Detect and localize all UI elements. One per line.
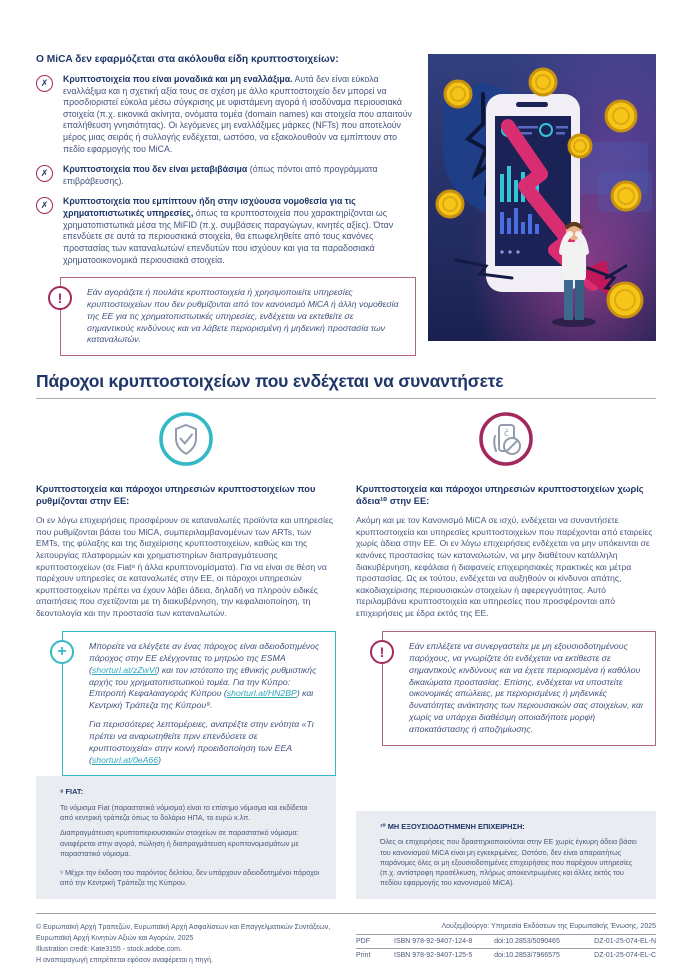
plus-icon: + — [50, 640, 74, 664]
warning-text: Εάν αγοράζετε ή πουλάτε κρυπτοστοιχεία ή χρησιμοποιείτε υπηρεσίες κρυπτοστοιχείων που δεν ρυθμίζονται από τον κανονισμό MiCA ή άλλη νομοθεσία της ΕΕ για τις χρηματοπιστωτικές υπηρεσίες, ενδέχεται να εκτεθείτε σε σημαντικούς κινδύνους και να λάβετε περιορισμένη ή μηδενική προστασία των καταναλωτών. — [87, 287, 399, 345]
unauthorised-body: Ακόμη και με τον Κανονισμό MiCA σε ισχύ, ενδέχεται να συναντήσετε κρυπτοστοιχεία και υπηρεσίες κρυπτοστοιχείων που παρέχονται από εταιρείες χωρίς άδεια στην ΕΕ. Οι εν λόγω επιχειρήσεις ενδέχεται να μην υπόκεινται σε κανόνες προστασίας των καταναλωτών, να μην διαθέτουν κατάλληλη διακυβέρνηση, κεφάλαια ή διαφανείς επιχειρησιακές πρακτικές και μέτρα προστασίας. Ως εκ τούτου, ενδέχεται να αυξηθούν οι κίνδυνοι απάτης, κακοδιαχείρισης περιουσιακών στοιχείων ή αφερεγγυότητας. Αυτό περιλαμβάνει κρυπτοστοιχεία και υπηρεσίες που προσφέρονται από επιχειρήσεις με έδρα εκτός της ΕΕ. — [356, 515, 653, 618]
format-label: PDF — [356, 938, 370, 946]
format-label: Print — [356, 952, 371, 960]
bullet-lead: Κρυπτοστοιχεία που εμπίπτουν ήδη στην ισχύουσα νομοθεσία για τις χρηματοπιστωτικές υπηρεσίες, — [63, 196, 356, 219]
doi-value: doi:10.2853/7966575 — [494, 952, 560, 960]
doi-value: doi:10.2853/5090465 — [494, 938, 560, 946]
exclamation-icon: ! — [370, 640, 394, 664]
svg-text:č: č — [504, 429, 509, 440]
cross-icon: ✗ — [36, 75, 53, 92]
table-row — [356, 934, 656, 948]
regulated-providers-column — [36, 411, 336, 899]
catalog-number: DZ-01-25-074-EL-C — [594, 952, 656, 960]
exclamation-icon: ! — [48, 286, 72, 310]
list-item — [36, 196, 416, 266]
catalog-number: DZ-01-25-074-EL-N — [594, 938, 656, 946]
list-item — [36, 74, 416, 155]
info-text: ) — [158, 754, 161, 765]
esa-warning-link[interactable]: shorturl.at/0eA66 — [91, 754, 159, 765]
page-footer — [36, 913, 656, 966]
unauthorised-providers-column — [356, 411, 656, 899]
fiat-footnote-box — [36, 776, 336, 899]
info-text: Μπορείτε να ελέγξετε αν ένας πάροχος είναι αδειοδοτημένος πάροχος στην ΕΕ ελέγχοντας το μητρώο της ESMA ( — [89, 641, 320, 675]
bullet-text: Αυτά δεν είναι εύκολα εναλλάξιμα και η σχετική αξία τους σε σχέση με άλλο κρυπτοστοιχείο δεν μπορεί να προσδιοριστεί εύκολα μέσω σύγκρισης με υφιστάμενη αγορά ή ισοδύναμα περιουσιακά στοιχεία (π.χ. εικονικά ακίνητα, ονόματα τομέα (domain names) και στοιχεία που απαιτούν επαλήθευση γνησιότητας). Οι λεγόμενες μη εναλλάξιμες μάρκες (NFTs) που αποτελούν μέρος μιας σειράς ή συλλογής ενδέχεται, ωστόσο, να εξακολουθούν να εμπίπτουν στο πεδίο εφαρμογής του MiCA. — [63, 74, 412, 154]
unauthorised-warning-box — [379, 631, 656, 746]
title-divider — [36, 398, 656, 399]
footnote-heading: ¹⁰ ΜΗ ΕΞΟΥΣΙΟΔΟΤΗΜΕΝΗ ΕΠΙΧΕΙΡΗΣΗ: — [380, 821, 525, 831]
publisher-line: Λουξεμβούργο: Υπηρεσία Εκδόσεων της Ευρωπαϊκής Ένωσης, 2025 — [441, 923, 656, 931]
info-text: Για περισσότερες λεπτομέρειες, ανατρέξτε στην ενότητα «Τι πρέπει να αναρωτηθείτε πριν επενδύσετε σε κρυπτοστοιχεία» στην κοινή προειδοποίηση των ΕΕΑ ( — [89, 719, 314, 765]
table-row — [356, 948, 656, 962]
illustration-credit: Illustration credit: Kate3155 - stock.adobe.com. — [36, 946, 182, 954]
isbn-value: ISBN 978-92-9407-124-8 — [394, 938, 473, 946]
info-text: ) και τον ιστότοπο της εθνικής ρυθμιστικής αρχής του χρηματοπιστωτικού τομέα. Για την Κύπρο: Επιτροπή Κεφαλαιαγοράς Κύπρου ( — [89, 664, 317, 699]
regulated-heading: Κρυπτοστοιχεία και πάροχοι υπηρεσιών κρυπτοστοιχείων που ρυθμίζονται στην ΕΕ: — [36, 484, 316, 507]
list-item — [36, 164, 416, 187]
check-register-box — [57, 631, 336, 776]
page-section-title: Πάροχοι κρυπτοστοιχείων που ενδέχεται να συναντήσετε — [36, 371, 504, 392]
bullet-lead: Κρυπτοστοιχεία που δεν είναι μεταβιβάσιμα — [63, 164, 248, 175]
phone-prohibited-icon — [478, 411, 534, 467]
unauthorised-heading: Κρυπτοστοιχεία και πάροχοι υπηρεσιών κρυπτοστοιχείων χωρίς άδεια¹⁰ στην ΕΕ: — [356, 484, 644, 507]
isbn-value: ISBN 978-92-9407-125-5 — [394, 952, 473, 960]
crypto-crash-illustration — [428, 54, 656, 341]
footnote-text: Το νόμισμα Fiat (παραστατικό νόμισμα) είναι το επίσημο νόμισμα και εκδίδεται από κεντρική τράπεζα όπως το δολάριο ΗΠΑ, το ευρώ κ.λπ. — [60, 802, 308, 823]
copyright-block — [36, 923, 356, 966]
info-text: ) και Κεντρική Τράπεζα της Κύπρου⁹. — [89, 688, 314, 711]
mica-exclusions-block — [36, 54, 428, 356]
top-section — [36, 54, 656, 356]
esma-register-link[interactable]: shorturl.at/zZwVl — [91, 664, 157, 675]
copyright-line: © Ευρωπαϊκή Αρχή Τραπεζών, Ευρωπαϊκή Αρχή Ασφαλίσεων και Επαγγελματικών Συντάξεων, Ευρωπαϊκή Αρχή Κινητών Αξιών και Αγορών, 2025 — [36, 924, 331, 943]
footnote-heading: ⁸ FIAT: — [60, 787, 84, 797]
providers-columns — [36, 411, 656, 899]
footnote-text: ⁹ Μέχρι την έκδοση του παρόντος δελτίου, δεν υπάρχουν αδειοδοτημένοι πάροχοι από την Κεντρική Τράπεζα της Κύπρου. — [60, 867, 320, 888]
exclusions-title: Ο MiCA δεν εφαρμόζεται στα ακόλουθα είδη κρυπτοστοιχείων: — [36, 54, 339, 65]
crypto-crash-illustration-svg — [428, 54, 656, 341]
cross-icon: ✗ — [36, 197, 53, 214]
reproduction-notice: Η αναπαραγωγή επιτρέπεται εφόσον αναφέρεται η πηγή. — [36, 956, 213, 964]
footnote-text: Όλες οι επιχειρήσεις που δραστηριοποιούνται στην ΕΕ χωρίς έγκυρη άδεια βάσει του κανονισμού MiCA είναι μη εγκεκριμένες. Ωστόσο, δεν είναι απαραιτήτως παράνομες όλες οι μη εξουσιοδοτημένες επιχειρήσεις που παρέχουν υπηρεσίες (π.χ. αντίστροφη προσέλκυση, πλήρως αποκεντρωμένες και άλλες εκτός του πεδίου εφαρμογής του κανονισμού MiCA). — [380, 837, 637, 888]
warning-text: Εάν επιλέξετε να συνεργαστείτε με μη εξουσιοδοτημένους παρόχους, να γνωρίζετε ότι ενδέχεται να εκτίθεστε σε σημαντικούς κινδύνους και να έχετε περιορισμένα ή καθόλου δικαιώματα προστασίας. Επίσης, ενδέχεται να υποστείτε οικονομικές απώλειες, με περιορισμένες ή μηδενικές δυνατότητες ανάκτησης των περιουσιακών σας στοιχείων, και χωρίς να υπάρχει διαθέσιμη οποιαδήποτε μορφή αποκατάστασης ή αποζημίωσης. — [409, 641, 643, 734]
footnote-text: Διαπραγμάτευση κρυπτοπεριουσιακών στοιχείων σε παραστατικό νόμισμα: αναφέρεται στην αγορά, πώληση ή διαπραγμάτευση κρυπτονομισμάτων με παραστατικό νόμισμα. — [60, 828, 299, 858]
unauthorised-footnote-box — [356, 811, 656, 900]
bullet-lead: Κρυπτοστοιχεία που είναι μοναδικά και μη εναλλάξιμα. — [63, 74, 293, 84]
shield-check-icon — [158, 411, 214, 467]
warning-box — [57, 277, 416, 356]
cysec-link[interactable]: shorturl.at/HN2BP — [226, 688, 297, 699]
cross-icon: ✗ — [36, 165, 53, 182]
bullet-text: όπως τα κρυπτοστοιχεία που χαρακτηρίζονται ως χρηματοπιστωτικά μέσα της MiFID (π.χ. συμβάσεις παραγώγων, κινητές αξίες). Όταν επενδύετε σε αυτά τα περιουσιακά στοιχεία, θα επωφεληθείτε από τους κανόνες προστασίας των καταναλωτών/ επενδυτών που ισχύουν και για τα παραδοσιακά χρηματοοικονομικά περιουσιακά στοιχεία. — [63, 208, 394, 265]
regulated-body: Οι εν λόγω επιχειρήσεις προσφέρουν σε καταναλωτές προϊόντα και υπηρεσίες που ρυθμίζονται βάσει του MiCA, συμπεριλαμβανομένων των ARTs, των EMTs, της φύλαξης και της διαχείρισης κρυπτοστοιχείων, καθώς και της λειτουργίας πλατφορμών και χρηματιστηρίων διαπραγμάτευσης κρυπτοστοιχείων (σε Fiat⁸ ή άλλα κρυπτονομίσματα). Για να είναι σε θέση να παρέχουν υπηρεσίες σε καταναλωτές στην ΕΕ, οι πάροχοι υπηρεσιών κρυπτοστοιχείων πρέπει να έχουν λάβει άδεια, δηλαδή να πληρούν ειδικές απαιτήσεις που σχετίζονται με τη διακυβέρνηση, την κεφαλαιοποίηση, τη δεοντολογία και την προστασία των καταναλωτών. — [36, 515, 334, 618]
imprint-block — [356, 923, 656, 966]
bullet-text: (όπως πόντοι από προγράμματα επιβράβευσης). — [63, 164, 378, 186]
